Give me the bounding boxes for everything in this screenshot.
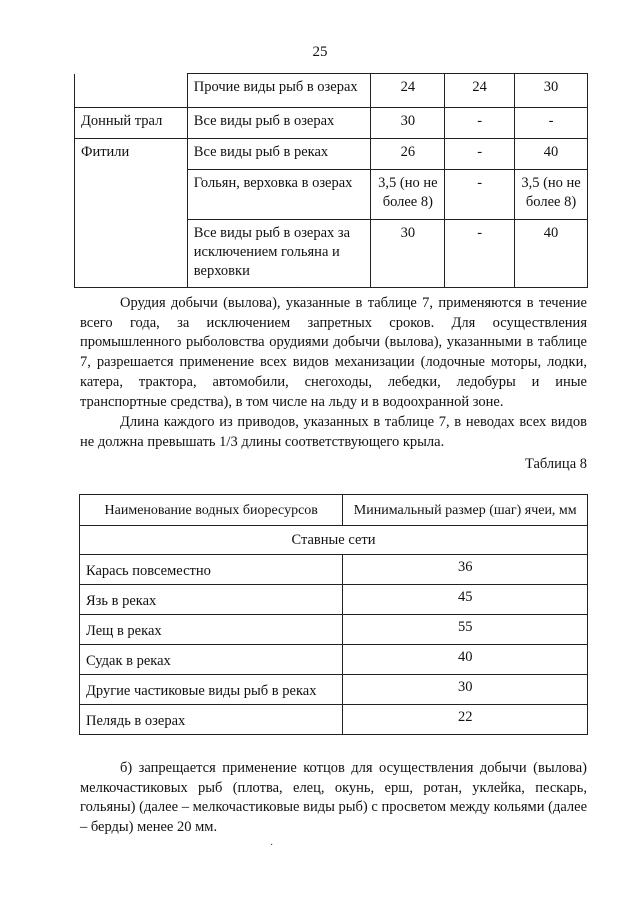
paragraph-drive-length: Длина каждого из приводов, указанных в таблице 7, в неводах всех видов не должна превышать 1/3 длины соответствующего крыла. — [80, 414, 587, 450]
species-cell: Все виды рыб в озерах — [187, 108, 371, 139]
paragraph-kotets-ban: б) запрещается применение котцов для осуществления добычи (вылова) мелкочастиковых рыб (плотва, елец, окунь, ерш, ротан, уклейка, пескарь, гольяны) (далее – мелкочастиковые виды рыб) с просветом между кольями (далее – берды) менее 20 мм. — [80, 760, 587, 836]
species-cell: Все виды рыб в реках — [187, 139, 371, 170]
species-name-cell: Язь в реках — [80, 585, 343, 615]
value-cell: - — [445, 220, 515, 288]
value-cell: 24 — [371, 74, 445, 108]
species-cell: Прочие виды рыб в озерах — [187, 74, 371, 108]
table-row — [75, 108, 588, 139]
species-name-cell: Другие частиковые виды рыб в реках — [80, 675, 343, 705]
value-cell: 24 — [445, 74, 515, 108]
value-cell: 30 — [515, 74, 588, 108]
value-cell: 3,5 (но не более 8) — [371, 170, 445, 220]
header-size-cell: Минимальный размер (шаг) ячеи, мм — [343, 495, 588, 526]
gear-cell: Фитили — [75, 139, 188, 170]
value-cell: 40 — [515, 220, 588, 288]
paragraph-gear-usage: Орудия добычи (вылова), указанные в таблице 7, применяются в течение всего года, за исключением запретных сроков. Для осуществления промышленного рыболовства орудиями добычи (вылова), указанными в таблице 7, разрешается применение всех видов механизации (лодочные моторы, лодки, катера, трактора, автомобили, снегоходы, лебедки, ледобуры и иные транспортные средства), в том числе на льду и в водоохранной зоне. — [80, 295, 587, 410]
table-row — [80, 675, 588, 705]
gear-cell — [75, 74, 188, 108]
value-cell: - — [515, 108, 588, 139]
table-row — [75, 74, 588, 108]
species-cell: Все виды рыб в озерах за исключением гольяна и верховки — [187, 220, 371, 288]
value-cell: 40 — [515, 139, 588, 170]
table-8 — [79, 494, 588, 735]
mesh-size-cell: 40 — [343, 645, 588, 675]
table-row — [80, 705, 588, 735]
gear-cell: Донный трал — [75, 108, 188, 139]
table-row — [75, 220, 588, 288]
table-row — [80, 615, 588, 645]
species-name-cell: Карась повсеместно — [80, 555, 343, 585]
header-name-cell: Наименование водных биоресурсов — [80, 495, 343, 526]
mesh-size-cell: 55 — [343, 615, 588, 645]
mesh-size-cell: 30 — [343, 675, 588, 705]
table-header-row — [80, 495, 588, 526]
scan-speck: · — [296, 283, 300, 294]
mesh-size-cell: 45 — [343, 585, 588, 615]
value-cell: 26 — [371, 139, 445, 170]
species-name-cell: Судак в реках — [80, 645, 343, 675]
value-cell: - — [445, 108, 515, 139]
value-cell: 3,5 (но не более 8) — [515, 170, 588, 220]
gear-cell — [75, 220, 188, 288]
mesh-size-cell: 36 — [343, 555, 588, 585]
scan-speck: · — [270, 840, 274, 851]
species-name-cell: Лещ в реках — [80, 615, 343, 645]
mesh-size-cell: 22 — [343, 705, 588, 735]
value-cell: 30 — [371, 220, 445, 288]
table-7-continuation — [74, 73, 588, 288]
species-cell: Гольян, верховка в озерах — [187, 170, 371, 220]
value-cell: 30 — [371, 108, 445, 139]
section-row — [80, 526, 588, 555]
table-8-label: Таблица 8 — [524, 456, 587, 472]
value-cell: - — [445, 139, 515, 170]
table-row — [80, 585, 588, 615]
table-row — [75, 170, 588, 220]
gear-cell — [75, 170, 188, 220]
page-number: 25 — [312, 44, 328, 60]
table-row — [80, 555, 588, 585]
section-title: Ставные сети — [80, 526, 588, 555]
value-cell: - — [445, 170, 515, 220]
table-row — [75, 139, 588, 170]
table-row — [80, 645, 588, 675]
species-name-cell: Пелядь в озерах — [80, 705, 343, 735]
